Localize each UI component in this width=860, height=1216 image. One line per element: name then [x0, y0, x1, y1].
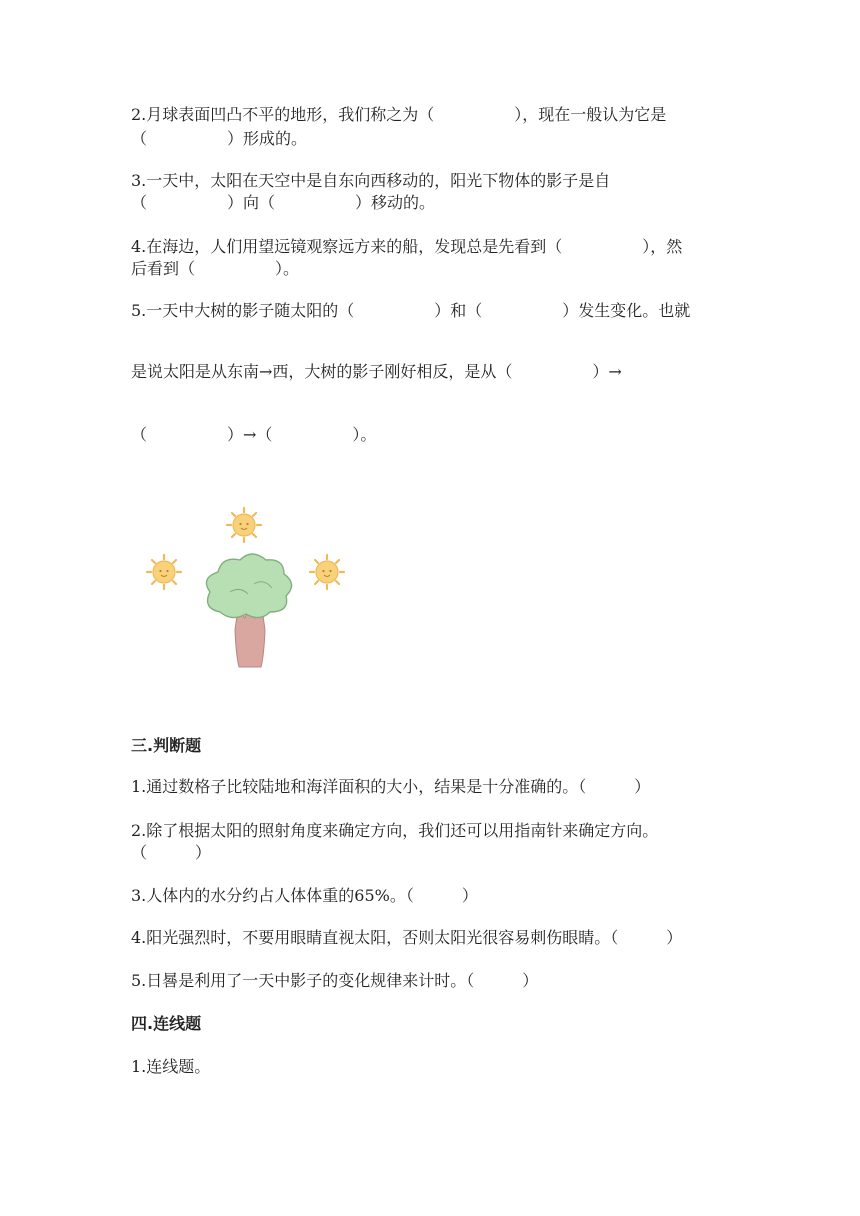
sun-icon: [227, 508, 261, 542]
sun-icon: [147, 555, 181, 589]
q4-line-1: 4.在海边，人们用望远镜观察远方来的船，发现总是先看到（ ），然: [131, 237, 683, 256]
judgment-item-3: 3.人体内的水分约占人体体重的65%。（ ）: [131, 886, 478, 905]
judgment-item-2: 2.除了根据太阳的照射角度来确定方向，我们还可以用指南针来确定方向。: [131, 821, 659, 840]
judgment-item-2-bracket: （ ）: [131, 843, 212, 862]
q3-line-1: 3.一天中，太阳在天空中是自东向西移动的，阳光下物体的影子是自: [131, 171, 611, 190]
sun-icon: [310, 555, 344, 589]
tree-icon: [206, 554, 291, 667]
section-4-title: 四.连线题: [131, 1014, 202, 1033]
q3-line-2: （ ）向（ ）移动的。: [131, 193, 436, 212]
q5-line-1: 5.一天中大树的影子随太阳的（ ）和（ ）发生变化。也就: [131, 301, 691, 320]
judgment-item-1: 1.通过数格子比较陆地和海洋面积的大小，结果是十分准确的。（ ）: [131, 777, 651, 796]
q2-line-2: （ ）形成的。: [131, 129, 308, 148]
section-3-title: 三.判断题: [131, 736, 202, 755]
judgment-item-4: 4.阳光强烈时，不要用眼睛直视太阳，否则太阳光很容易刺伤眼睛。（ ）: [131, 928, 683, 947]
q2-line-1: 2.月球表面凹凸不平的地形，我们称之为（ ），现在一般认为它是: [131, 105, 667, 124]
judgment-item-5: 5.日晷是利用了一天中影子的变化规律来计时。（ ）: [131, 971, 539, 990]
q5-line-2: 是说太阳是从东南→西，大树的影子刚好相反，是从（ ）→: [131, 362, 622, 381]
q4-line-2: 后看到（ ）。: [131, 259, 300, 278]
sun-and-tree-illustration: [130, 500, 370, 680]
matching-item-1: 1.连线题。: [131, 1057, 211, 1076]
q5-line-3: （ ）→（ ）。: [131, 425, 377, 444]
